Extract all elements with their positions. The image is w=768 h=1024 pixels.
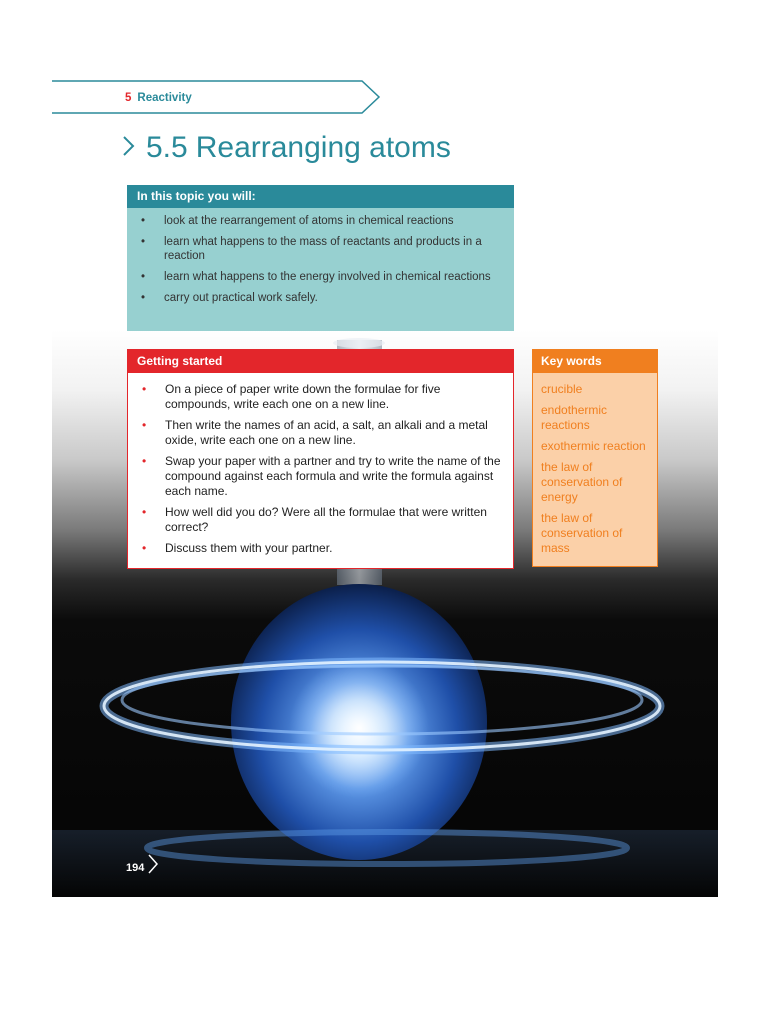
key-words-box bbox=[532, 349, 658, 567]
getting-started-list bbox=[128, 373, 513, 556]
chapter-banner bbox=[52, 80, 382, 114]
list-item: • carry out practical work safely. bbox=[137, 291, 504, 305]
key-word: the law of conservation of energy bbox=[541, 460, 623, 504]
page-title bbox=[146, 131, 451, 165]
list-item: • look at the rearrangement of atoms in chemical reactions bbox=[137, 214, 504, 228]
key-word: endothermic reactions bbox=[541, 403, 608, 432]
key-word: crucible bbox=[541, 382, 583, 396]
list-item: • On a piece of paper write down the formulae for five compounds, write each one on a new line. bbox=[138, 382, 503, 412]
key-word: exothermic reaction bbox=[541, 439, 646, 453]
page-number: 194 bbox=[126, 862, 145, 874]
chapter-number: 5 bbox=[125, 92, 132, 104]
list-item: • learn what happens to the energy involved in chemical reactions bbox=[137, 270, 504, 284]
list-item: • Discuss them with your partner. bbox=[138, 541, 503, 556]
chevron-right-icon bbox=[147, 853, 159, 875]
topic-objectives-box bbox=[127, 185, 514, 331]
chapter-name: Reactivity bbox=[137, 92, 192, 104]
getting-started-header: Getting started bbox=[128, 350, 513, 373]
list-item: • learn what happens to the mass of reactants and products in a reaction bbox=[137, 235, 504, 263]
topic-objectives-list bbox=[127, 208, 514, 305]
key-word: the law of conservation of mass bbox=[541, 511, 623, 555]
section-title: Rearranging atoms bbox=[195, 131, 451, 164]
textbook-page bbox=[52, 0, 718, 897]
list-item: • Then write the names of an acid, a salt, an alkali and a metal oxide, write each one on a new line. bbox=[138, 418, 503, 448]
key-words-header: Key words bbox=[533, 350, 657, 373]
topic-objectives-header: In this topic you will: bbox=[127, 185, 514, 208]
list-item: • Swap your paper with a partner and try to write the name of the compound against each formula and write the formula against each name. bbox=[138, 454, 503, 499]
key-words-list bbox=[533, 373, 657, 556]
list-item: • How well did you do? Were all the formulae that were written correct? bbox=[138, 505, 503, 535]
getting-started-box bbox=[127, 349, 514, 569]
chevron-right-icon bbox=[122, 135, 136, 162]
chapter-label bbox=[125, 92, 192, 104]
section-heading bbox=[122, 128, 451, 168]
section-number: 5.5 bbox=[146, 131, 188, 164]
